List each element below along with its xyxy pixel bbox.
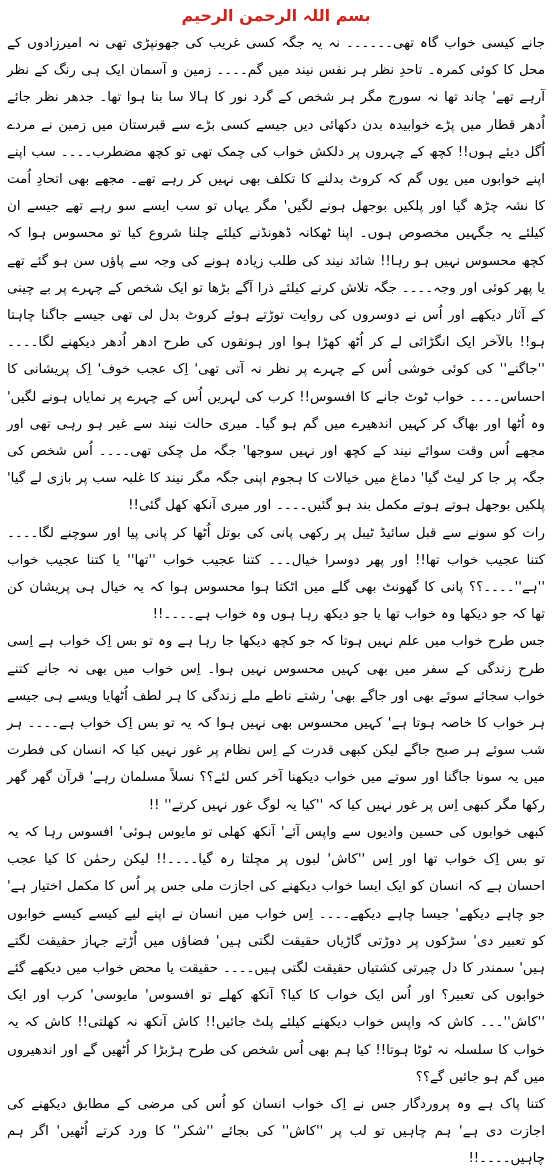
page-title: بسم اللہ الرحمن الرحیم: [181, 6, 371, 25]
paragraph-dream-place: جانے کیسی خواب گاہ تھی۔۔۔۔۔۔ نہ یہ جگہ کسی غریب کی جھونپڑی تھی نہ امیرزادوں کے محل کا کوئی کمرہ۔ تاحدِ نظر ہر نفس نیند میں گم۔۔۔۔ زمین و آسمان ایک ہی رنگ کے نظر آرہے تھے' چاند تھا نہ سورج مگر ہر شخص کے گرد نور کا ہالا سا بنا ہوا تھا۔ جدھر نظر جائے اُدھر قطار میں پڑے خوابیدہ بدن دکھائی دیں جیسے کسی بڑے سے قبرستان میں زمین نے مردے اُگل دیئے ہوں!! کچھ کے چہروں پر دلکش خواب کی چمک تھی تو کچھ مضطرب۔۔۔۔ سب اپنے اپنے خوابوں میں یوں گم کہ کروٹ بدلنے کا تکلف بھی نہیں کر رہے تھے۔ مجھے بھی اتحادِ اُمت کا نشہ چڑھ گیا اور پلکیں بوجھل ہونے لگیں' مگر یہاں تو سب ایسے سو رہے تھے جیسے ان کیلئے یہ جگہیں مخصوص ہوں۔ اپنا ٹھکانہ ڈھونڈنے کیلئے چلنا شروع کیا تو محسوس ہوا کہ کچھ محسوس نہیں ہو رہا!! شائد نیند کی طلب زیادہ ہونے کی وجہ سے پاؤں سن ہو گئے تھے یا پھر کوئی اور وجہ۔۔۔۔ جگہ تلاش کرنے کیلئے ذرا آگے بڑھا تو ایک شخص کے چہرے پر بے چینی کے آثار دیکھے اور اُس نے دوسروں کی روایت توڑتے ہوئے کروٹ بدل لی تھی جیسے جاگنا چاہتا ہو!! بالآخر ایک انگڑائی لے کر اُٹھ کھڑا ہوا اور ہونقوں کی طرح ادھر اُدھر دیکھنے لگا۔۔۔۔ ''جاگنے'' کی کوئی خوشی اُس کے چہرے پر نظر نہ آتی تھی' اِک عجب خوف' اِک پریشانی کا احساس۔۔۔۔ خواب ٹوٹ جانے کا افسوس!! کرب کی لہریں اُس کے چہرے پر نمایاں ہونے لگیں' وہ اُٹھا اور بھاگ کر کہیں اندھیرے میں گم ہو گیا۔ میری حالت نیند سے غیر ہو رہی تھی اور مجھے اُس وقت سوائے نیند کے کچھ اور نہیں سوجھا' جگہ مل چکی تھی۔۔۔۔ اُس شخص کی جگہ پر جا کر لیٹ گیا' دماغ میں خیالات کا ہجوم اپنی جگہ مگر نیند کا غلبہ سب پر بازی لے گیا' پلکیں بوجھل ہوتے ہوتے مکمل بند ہو گئیں۔۔۔۔ اور میری آنکھ کھل گئی!!: [7, 36, 545, 514]
paragraph-gratitude: کتنا پاک ہے وہ پروردگار جس نے اِک خواب انسان کو اُس کی مرضی کے مطابق دیکھنے کی اجازت دی ہے' ہم چاہیں تو لب پر ''کاش'' کی بجائے ''شکر'' کا ورد کرتے اُٹھیں' اگر ہم چاہیں۔۔۔۔!!: [7, 1096, 545, 1167]
paragraph-waking-up: رات کو سونے سے قبل سائیڈ ٹیبل پر رکھی پانی کی بوتل اُٹھا کر پانی پیا اور سوچنے لگا۔۔۔۔ کتنا عجیب خواب تھا!! اور پھر دوسرا خیال۔۔۔ کتنا عجیب خواب ''تھا'' یا کتنا عجیب خواب ''ہے''۔۔۔۔؟؟ پانی کا گھونٹ بھی گلے میں اٹکتا ہوا محسوس ہوا کہ یہ خیال ہی پریشان کن تھا کہ جو دیکھا وہ خواب تھا یا جو دیکھ رہا ہوں وہ خواب ہے۔۔۔۔!!: [7, 525, 545, 623]
paragraph-regret: کبھی خوابوں کی حسین وادیوں سے واپس آئے' آنکھ کھلی تو مایوس ہوئی' افسوس رہا کہ یہ تو بس اِک خواب تھا اور اِس ''کاش' لبوں پر مچلتا رہ گیا۔۔۔۔!! لیکن رحمٰن کا کیا عجب احسان ہے کہ انسان کو ایک ایسا خواب دیکھنے کی اجازت ملی جس پر اُس کا مکمل اختیار ہے' جو چاہے دیکھے' جیسا چاہے دیکھے۔۔۔۔ اِس خواب میں انسان نے اپنے لیے کیسے کیسے خوابوں کو تعبیر دی' سڑکوں پر دوڑتی گاڑیاں حقیقت لگتی ہیں' فضاؤں میں اُڑتے جہاز حقیقت لگتے ہیں' سمندر کا دل چیرتی کشتیاں حقیقت لگتی ہیں۔۔۔۔ حقیقت یا محض خواب میں دیکھے گئے خوابوں کی تعبیر؟ اور اُس ایک خواب کا کیا؟ آنکھ کھلے تو افسوس' مایوسی' کرب اور ایک ''کاش''۔۔۔ کاش کہ واپس خواب دیکھنے کیلئے پلٹ جائیں!! کاش آنکھ نہ کھلتی!! کاش کہ یہ خواب کا سلسلہ نہ ٹوٹا ہوتا!! کیا ہم بھی اُس شخص کی طرح ہڑبڑا کر اُٹھیں گے اور اندھیروں میں گم ہو جائیں گے؟؟: [7, 824, 545, 1085]
paragraph-life-as-dream: جس طرح خواب میں علم نہیں ہوتا کہ جو کچھ دیکھا جا رہا ہے وہ تو بس اِک خواب ہے اِسی طرح زندگی کے سفر میں بھی کہیں محسوس نہیں ہوا۔ اِس خواب میں بھی نہ جانے کتنے خواب سجائے سوئے بھی اور جاگے بھی' رشتے ناطے ملے زندگی کا ہر لطف اُٹھایا ویسے ہی جیسے ہر خواب کا خاصہ ہوتا ہے' کہیں محسوس بھی نہیں ہوا کہ یہ تو بس اِک خواب ہے۔۔۔۔ ہر شب سوئے ہر صبح جاگے لیکن کبھی قدرت کے اِس نظام پر غور نہیں کیا کہ انسان کی فطرت میں یہ سونا جاگنا اور سوتے میں خواب دیکھنا آخر کس لئے؟؟ نسلاً مسلمان رہے' قرآن گھر گھر رکھا مگر کبھی اِس پر غور نہیں کیا کہ ''کیا یہ لوگ غور نہیں کرتے'' !!: [7, 634, 545, 813]
